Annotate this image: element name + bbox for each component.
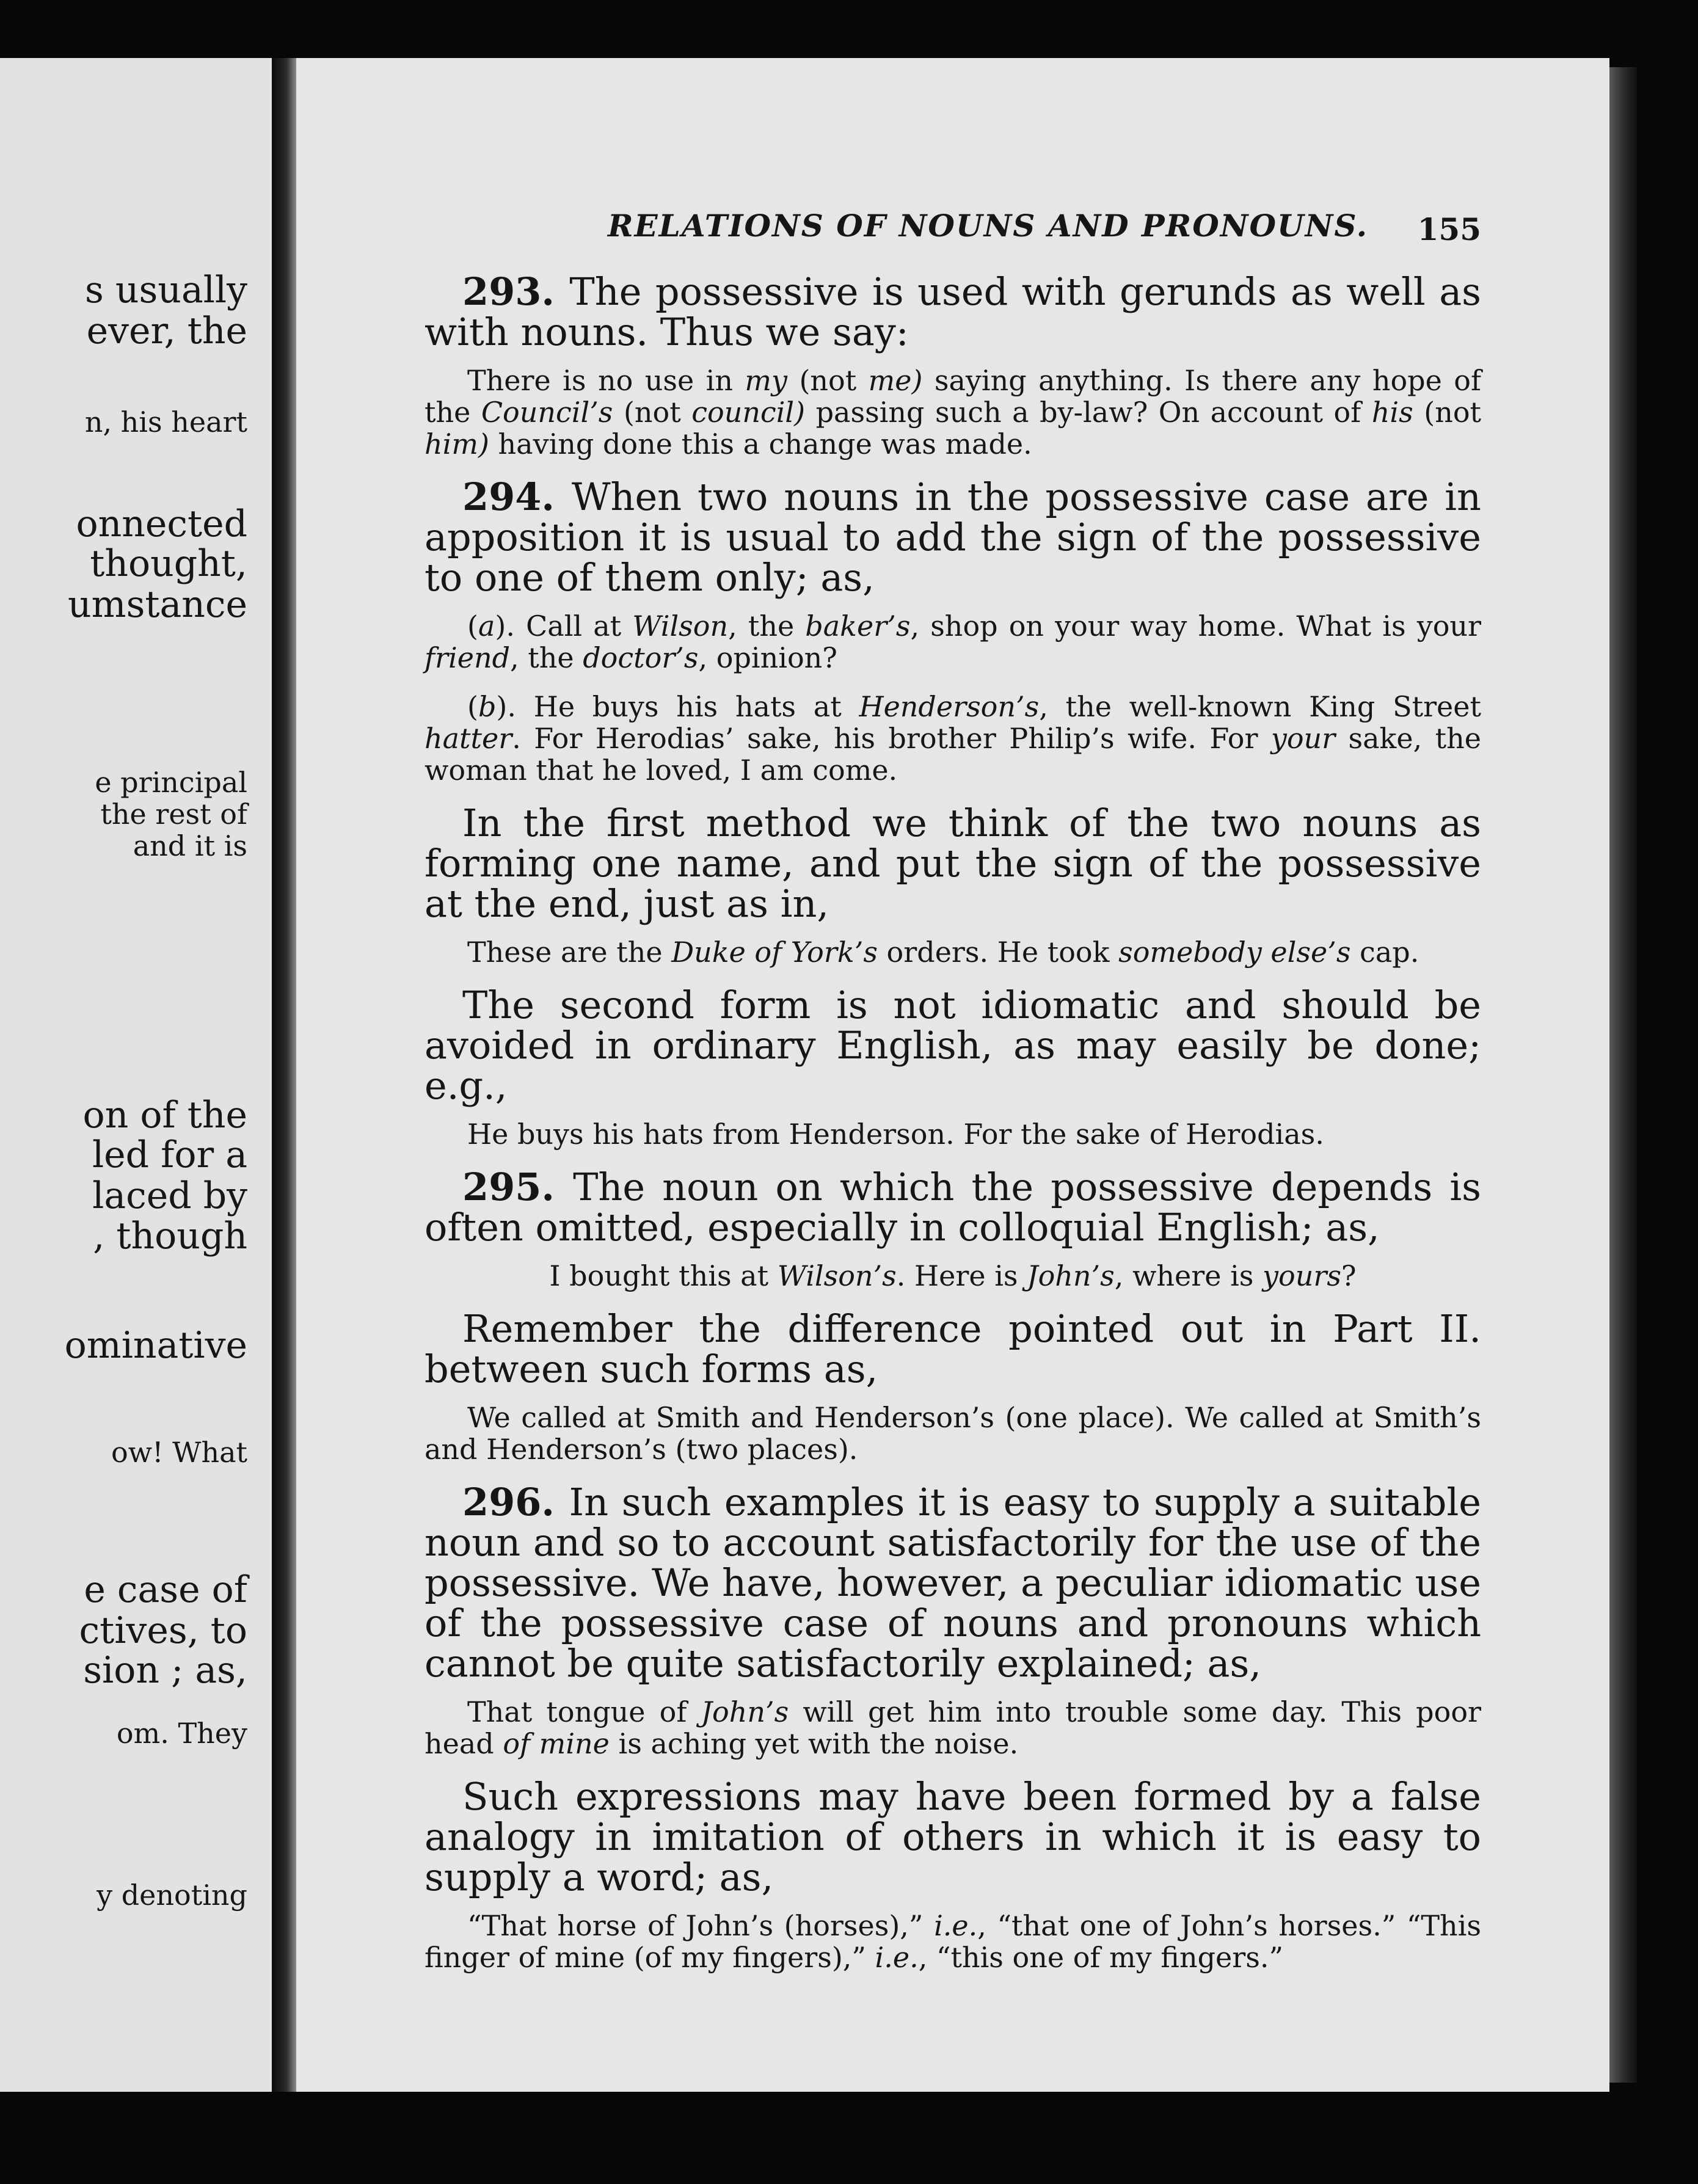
body-paragraph: The second form is not idiomatic and should be avoided in ordinary English, as may easily be done; e.g.,	[424, 983, 1481, 1108]
book-page	[296, 58, 1609, 2092]
body-paragraph: 293. The possessive is used with gerunds as well as with nouns. Thus we say:	[424, 269, 1481, 354]
page-body	[424, 269, 1482, 1990]
section-number: 293.	[462, 269, 570, 314]
facing-page-line: sion ; as,	[83, 1649, 247, 1692]
example-text: “That horse of John’s (horses),” i.e., “that one of John’s horses.” “This finger of mine (of my fingers),” i.e., “this one of my fingers.”	[424, 1909, 1481, 1974]
facing-page-line: ominative	[64, 1324, 247, 1367]
example-text: He buys his hats from Henderson. For the sake of Herodias.	[467, 1118, 1324, 1151]
facing-page-line: , though	[93, 1215, 247, 1258]
example-text: We called at Smith and Henderson’s (one place). We called at Smith’s and Henderson’s (two places).	[424, 1401, 1481, 1466]
facing-page-line: and it is	[133, 829, 247, 862]
section-number: 296.	[462, 1480, 569, 1524]
example-text: I bought this at Wilson’s. Here is John’s, where is yours?	[549, 1259, 1357, 1292]
facing-page-line: led for a	[92, 1134, 247, 1176]
body-paragraph: In the first method we think of the two nouns as forming one name, and put the sign of the possessive at the end, just as in,	[424, 801, 1481, 926]
book-gutter	[272, 58, 296, 2092]
facing-page-line: onnected	[76, 503, 247, 545]
example-text: These are the Duke of York’s orders. He took somebody else’s cap.	[467, 936, 1419, 969]
facing-page-line: laced by	[92, 1174, 247, 1217]
facing-page-line: umstance	[68, 583, 247, 626]
example-text: (b). He buys his hats at Henderson’s, the well-known King Street hatter. For Herodias’ sake, his brother Philip’s wife. For your sake, the woman that he loved, I am come.	[424, 690, 1481, 787]
section-number: 295.	[462, 1165, 574, 1209]
section-number: 294.	[462, 475, 572, 519]
facing-page-line: on of the	[82, 1094, 247, 1137]
example-text: There is no use in my (not me) saying anything. Is there any hope of the Council’s (not council) passing such a by-law? On account of his (not him) having done this a change was made.	[424, 364, 1482, 460]
body-paragraph: Remember the difference pointed out in Part II. between such forms as,	[424, 1306, 1481, 1391]
facing-page	[0, 58, 282, 2092]
example-text: (a). Call at Wilson, the baker’s, shop on your way home. What is your friend, the doctor’s, opinion?	[424, 610, 1482, 674]
facing-page-line: y denoting	[97, 1879, 247, 1912]
body-paragraph: 295. The noun on which the possessive depends is often omitted, especially in colloquial English; as,	[424, 1165, 1481, 1250]
facing-page-line: ow! What	[111, 1436, 247, 1469]
facing-page-line: ctives, to	[79, 1609, 247, 1652]
facing-page-line: thought,	[90, 542, 247, 585]
facing-page-line: ever, the	[86, 310, 247, 352]
page-edge	[1609, 67, 1637, 2083]
body-paragraph: 296. In such examples it is easy to supply a suitable noun and so to account satisfactorily for the use of the possessive. We have, however, a peculiar idiomatic use of the possessive case of nouns and pronouns which cannot be quite satisfactorily explained; as,	[424, 1480, 1481, 1686]
facing-page-line: the rest of	[100, 798, 247, 831]
facing-page-line: s usually	[85, 269, 247, 311]
running-head: RELATIONS OF NOUNS AND PRONOUNS.	[608, 208, 1369, 244]
facing-page-line: om. They	[116, 1717, 247, 1750]
body-paragraph: Such expressions may have been formed by a false analogy in imitation of others in which it is easy to supply a word; as,	[424, 1774, 1481, 1899]
body-paragraph: 294. When two nouns in the possessive case are in apposition it is usual to add the sign of the possessive to one of them only; as,	[424, 475, 1481, 600]
facing-page-line: e principal	[95, 766, 247, 799]
page-header	[424, 208, 1481, 257]
facing-page-line: e case of	[84, 1568, 247, 1611]
example-text: That tongue of John’s will get him into trouble some day. This poor head of mine is aching yet with the noise.	[424, 1695, 1481, 1760]
page-number: 155	[1417, 211, 1481, 247]
facing-page-line: n, his heart	[84, 406, 247, 439]
